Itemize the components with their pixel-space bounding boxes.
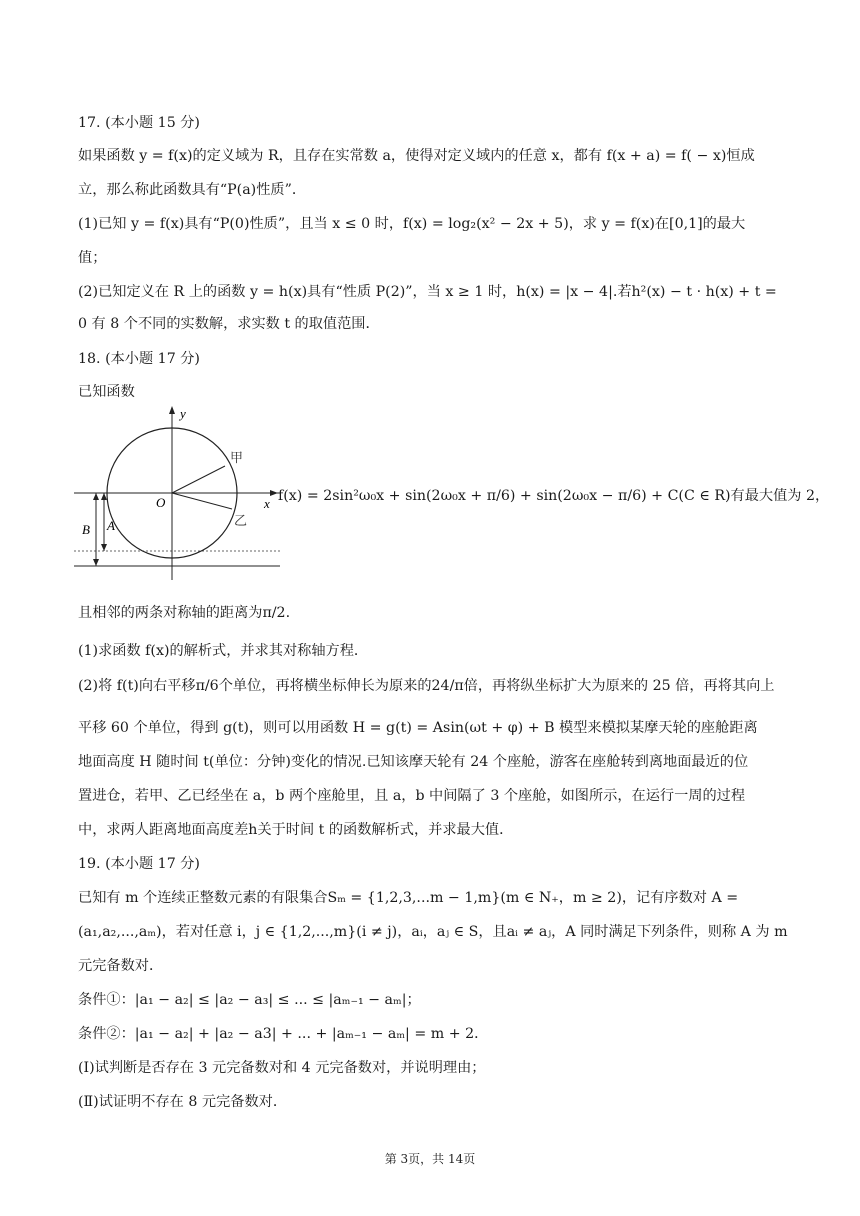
- a-label: A: [107, 518, 115, 533]
- q17-part1-line1: (1)已知 y = f(x)具有“P(0)性质”，且当 x ≤ 0 时，f(x) = log₂(x² − 2x + 5)，求 y = f(x)在[0,1]的最大: [78, 216, 746, 232]
- q17-text-line1: 如果函数 y = f(x)的定义域为 R，且存在实常数 a，使得对定义域内的任意 x，都有 f(x + a) = f( − x)恒成: [78, 148, 755, 164]
- q18-part1: (1)求函数 f(x)的解析式，并求其对称轴方程．: [78, 643, 369, 659]
- q19-part2: (Ⅱ)试证明不存在 8 元完备数对．: [78, 1094, 288, 1110]
- q19-text-line3: 元完备数对．: [78, 958, 164, 974]
- page-footer: 第 3页，共 14页: [384, 1152, 476, 1166]
- q18-part2-line3: 地面高度 H 随时间 t(单位：分钟)变化的情况.已知该摩天轮有 24 个座舱，游客在座舱转到离地面最近的位: [78, 754, 749, 770]
- q19-text-line2: (a₁,a₂,...,aₘ)，若对任意 i，j ∈ {1,2,...,m}(i ≠ j)，aᵢ，aⱼ ∈ S，且aᵢ ≠ aⱼ，A 同时满足下列条件，则称 A 为 m: [78, 924, 788, 940]
- q18-part2-line1: (2)将 f(t)向右平移π/6个单位，再将横坐标伸长为原来的24/π倍，再将纵坐标扩大为原来的 25 倍，再将其向上: [78, 678, 775, 694]
- q19-text-line1: 已知有 m 个连续正整数元素的有限集合Sₘ = {1,2,3,...m − 1,m}(m ∈ N₊，m ≥ 2)，记有序数对 A =: [78, 890, 739, 906]
- q19-condition-2: 条件②：|a₁ − a₂| + |a₂ − a3| + ... + |aₘ₋₁ − aₘ| = m + 2．: [78, 1026, 489, 1042]
- q18-symmetry-line: 且相邻的两条对称轴的距离为π/2.: [78, 605, 291, 621]
- q17-text-line2: 立，那么称此函数具有“P(a)性质”．: [78, 182, 307, 198]
- q18-part2-line4: 置进仓，若甲、乙已经坐在 a，b 两个座舱里，且 a，b 中间隔了 3 个座舱，如图所示，在运行一周的过程: [78, 788, 746, 804]
- q18-part2-line5: 中，求两人距离地面高度差h关于时间 t 的函数解析式，并求最大值．: [78, 822, 514, 838]
- q18-formula: f(x) = 2sin²ω₀x + sin(2ω₀x + π/6) + sin(2ω₀x − π/6) + C(C ∈ R)有最大值为 2，: [278, 488, 830, 504]
- origin-label: O: [156, 495, 166, 510]
- q18-title: 18. (本小题 17 分): [78, 351, 200, 367]
- q17-part1-line2: 值；: [78, 250, 107, 266]
- yi-label: 乙: [234, 514, 248, 529]
- q17-part2-line1: (2)已知定义在 R 上的函数 y = h(x)具有“性质 P(2)”，当 x ≥ 1 时，h(x) = |x − 4|.若h²(x) − t · h(x) + t =: [78, 284, 777, 300]
- x-axis-label: x: [264, 496, 270, 511]
- q18-part2-line2: 平移 60 个单位，得到 g(t)，则可以用函数 H = g(t) = Asin(ωt + φ) + B 模型来模拟某摩天轮的座舱距离: [78, 720, 758, 736]
- q19-part1: (Ⅰ)试判断是否存在 3 元完备数对和 4 元完备数对，并说明理由；: [78, 1060, 486, 1076]
- y-axis-label: y: [180, 406, 186, 421]
- q17-title: 17. (本小题 15 分): [78, 115, 200, 131]
- q19-condition-1: 条件①：|a₁ − a₂| ≤ |a₂ − a₃| ≤ ... ≤ |aₘ₋₁ − aₘ|；: [78, 992, 421, 1008]
- b-label: B: [82, 522, 90, 537]
- q17-part2-line2: 0 有 8 个不同的实数解，求实数 t 的取值范围．: [78, 316, 380, 332]
- q18-intro: 已知函数: [78, 384, 135, 400]
- q19-title: 19. (本小题 17 分): [78, 856, 200, 872]
- jia-label: 甲: [230, 451, 244, 466]
- ferris-wheel-figure: [74, 404, 280, 580]
